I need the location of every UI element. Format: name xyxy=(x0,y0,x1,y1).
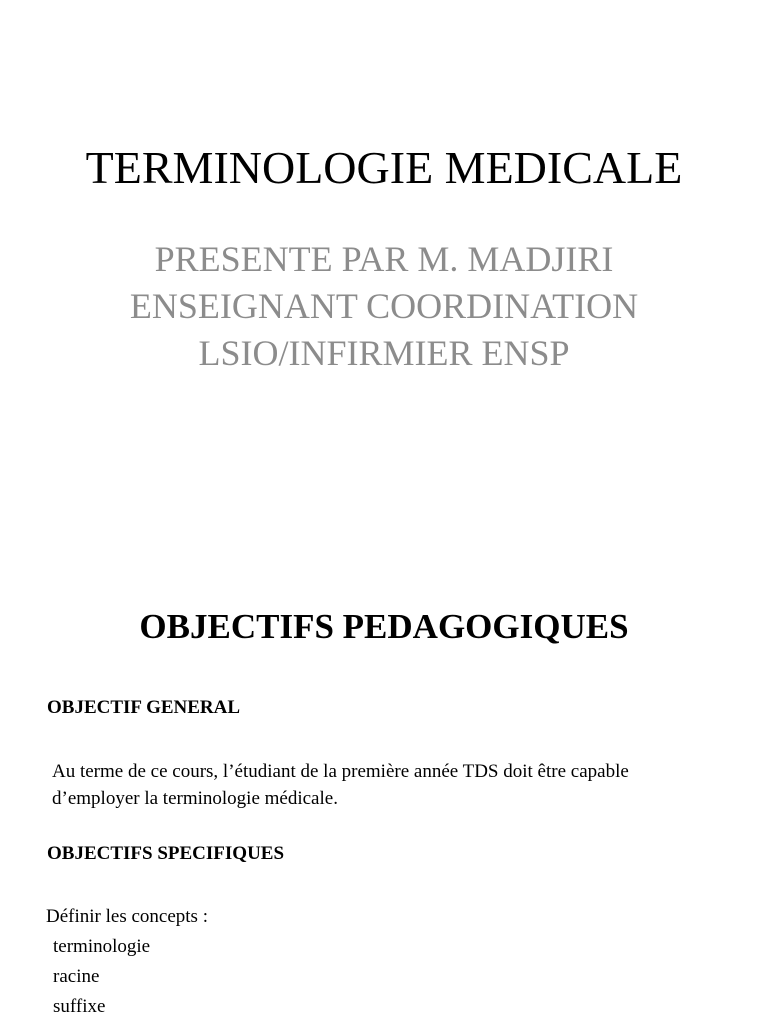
list-item: suffixe xyxy=(53,996,106,1017)
subtitle-line-institution: LSIO/INFIRMIER ENSP xyxy=(198,333,570,373)
general-objective-heading: OBJECTIF GENERAL xyxy=(47,697,241,718)
slide-objectives xyxy=(0,576,768,1024)
concepts-list xyxy=(53,932,150,1022)
specific-objectives-heading: OBJECTIFS SPECIFIQUES xyxy=(47,843,285,864)
general-objective-text xyxy=(52,758,752,812)
list-item: terminologie xyxy=(53,936,151,957)
list-item: racine xyxy=(53,966,100,987)
subtitle-line-role: ENSEIGNANT COORDINATION xyxy=(129,286,639,326)
subtitle-line-presenter: PRESENTE PAR M. MADJIRI xyxy=(154,239,614,279)
general-objective-line: Au terme de ce cours, l’étudiant de la première année TDS doit être capable xyxy=(52,761,629,782)
slide-subtitle xyxy=(0,236,768,377)
objectives-title: OBJECTIFS PEDAGOGIQUES xyxy=(139,607,629,646)
general-objective-line: d’employer la terminologie médicale. xyxy=(52,788,338,809)
slide-title: TERMINOLOGIE MEDICALE xyxy=(85,142,683,193)
concepts-intro: Définir les concepts : xyxy=(46,906,208,927)
